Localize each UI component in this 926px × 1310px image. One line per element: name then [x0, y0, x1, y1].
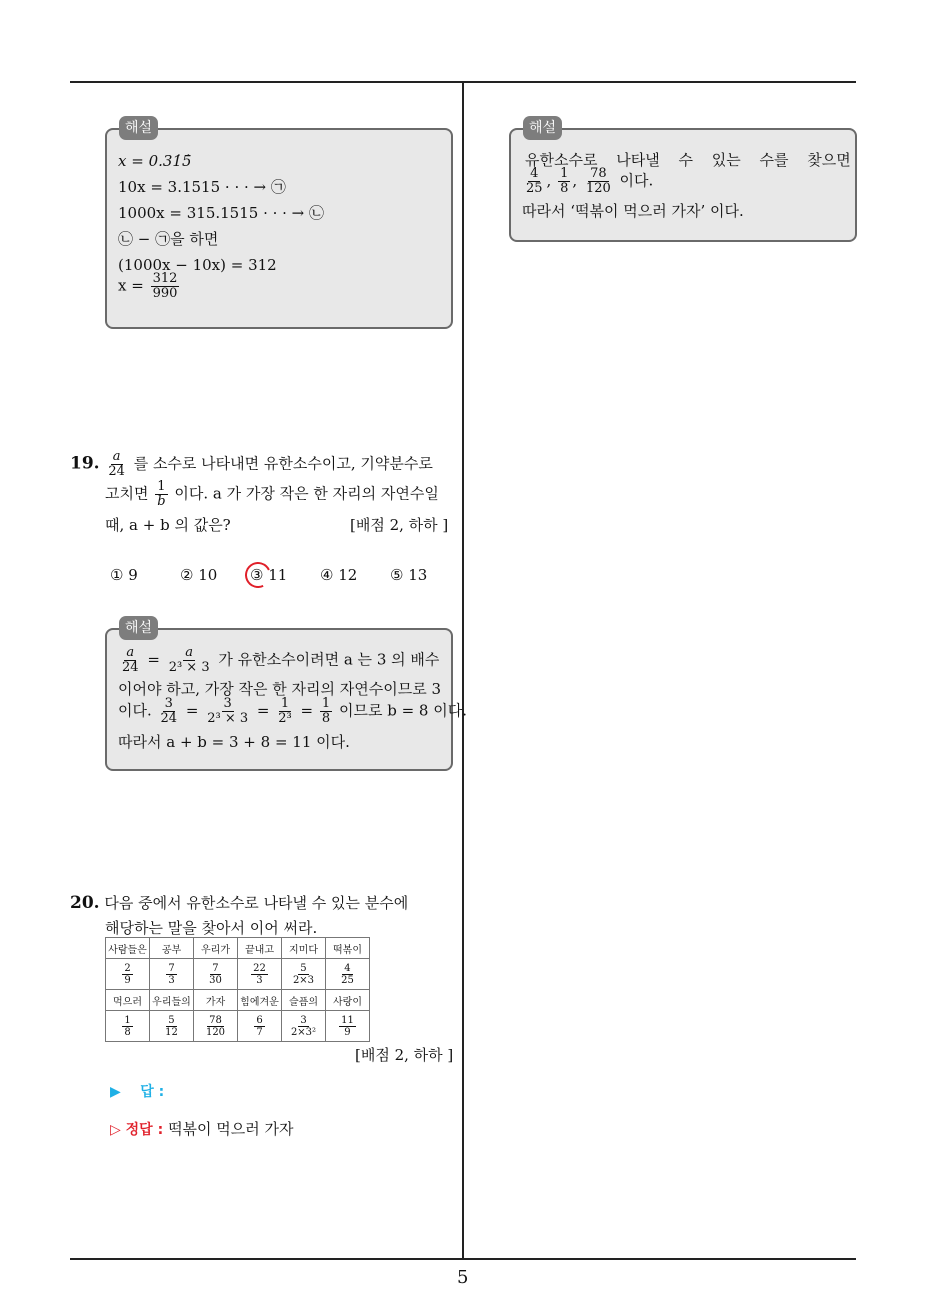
fraction: $\frac{1}{8}$ — [560, 166, 569, 196]
fraction: $\frac{3}{\text{2³ × 3}}$ — [207, 696, 249, 726]
page-number: 5 — [457, 1267, 469, 1288]
table-cell-word: 힘에겨운 — [238, 990, 282, 1011]
fraction: $\frac{a}{24}$ — [122, 645, 139, 675]
question-number: 19. — [70, 453, 100, 474]
answer-row — [110, 1081, 164, 1101]
word-fraction-table — [105, 937, 370, 1042]
solution-line: 따라서 ‘떡볶이 먹으러 가자’ 이다. — [522, 202, 744, 220]
fraction: $\frac{1}{\text{2³}}$ — [278, 696, 292, 726]
solution-fraction-line: x = $\frac{312}{990}$ — [118, 271, 178, 301]
table-cell-word: 사람들은 — [106, 938, 150, 959]
option-4[interactable]: ④ 12 — [320, 566, 358, 584]
table-cell-fraction: $\frac{11}{9}$ — [326, 1011, 370, 1042]
solution-tag: 해설 — [523, 116, 562, 140]
table-cell-word: 끝내고 — [238, 938, 282, 959]
table-cell-fraction: $\frac{5}{12}$ — [150, 1011, 194, 1042]
table-cell-fraction: $\frac{1}{8}$ — [106, 1011, 150, 1042]
option-2[interactable]: ② 10 — [180, 566, 218, 584]
table-cell-word: 공부 — [150, 938, 194, 959]
fraction: $\frac{1}{b}$ — [157, 479, 166, 509]
table-cell-word: 우리가 — [194, 938, 238, 959]
solution-line: (1000x − 10x) = 312 — [118, 256, 277, 274]
solution-tag: 해설 — [119, 616, 158, 640]
table-cell-word: 사랑이 — [326, 990, 370, 1011]
table-cell-fraction: $\frac{6}{7}$ — [238, 1011, 282, 1042]
question-19-line3: 때, a + b 의 값은? — [105, 516, 231, 534]
solution-line: 유한소수로 나타낼 수 있는 수를 찾으면 — [525, 151, 851, 169]
fraction: $\frac{78}{120}$ — [585, 166, 611, 196]
fraction: $\frac{4}{25}$ — [526, 166, 543, 196]
solution-line: 이어야 하고, 가장 작은 한 자리의 자연수이므로 3 — [118, 680, 441, 698]
solution-line: 10x = 3.1515 · · · → ㉠ — [118, 178, 286, 196]
option-5[interactable]: ⑤ 13 — [390, 566, 428, 584]
play-arrow-icon: ▶ — [110, 1084, 121, 1100]
table-cell-fraction: $\frac{78}{120}$ — [194, 1011, 238, 1042]
table-cell-word: 먹으러 — [106, 990, 150, 1011]
column-divider — [462, 83, 464, 1259]
solution-tag: 해설 — [119, 116, 158, 140]
question-19-line2: 고치면 $\frac{1}{b}$ 이다. a 가 가장 작은 한 자리의 자연수일 — [105, 479, 439, 509]
table-cell-fraction: $\frac{3}{\text{2×3²}}$ — [282, 1011, 326, 1042]
solution-line: 1000x = 315.1515 · · · → ㉡ — [118, 204, 325, 222]
answer-circle-mark — [241, 558, 274, 591]
outline-arrow-icon: ▷ — [110, 1122, 121, 1138]
solution-fraction-line: $\frac{4}{25}$ , $\frac{1}{8}$ , $\frac{78}{120}$ 이다. — [526, 166, 654, 196]
bottom-rule — [70, 1258, 856, 1260]
fraction: $\frac{a}{24}$ — [108, 449, 125, 479]
score-label: [배점 2, 하하 ] — [350, 516, 449, 534]
question-19-line1: 19. $\frac{a}{24}$ 를 소수로 나타내면 유한소수이고, 기약분수로 — [70, 449, 433, 479]
solution-line: ㉡ − ㉠을 하면 — [118, 230, 219, 248]
fraction: $\frac{3}{24}$ — [160, 696, 178, 726]
fraction: $\frac{312}{990}$ — [152, 271, 178, 301]
solution-fraction-line: $\frac{a}{24}$ = $\frac{a}{\text{2³ × 3}}$ 가 유한소수이려면 a 는 3 의 배수 — [122, 645, 440, 675]
answer-label: 답 : — [140, 1084, 165, 1100]
fraction: $\frac{1}{8}$ — [321, 696, 331, 726]
option-3[interactable]: ③ 11 — [250, 566, 288, 584]
solution-fraction-line: 이다. $\frac{3}{24}$ = $\frac{3}{\text{2³ × 3}}$ = $\frac{1}{\text{2³}}$ = $\frac{1}{8}$ 이므로 b = 8 이다. — [118, 696, 467, 726]
correct-answer-label: 정답 : — [125, 1122, 164, 1138]
correct-answer-value: 떡볶이 먹으러 가자 — [168, 1120, 294, 1138]
table-cell-fraction: $\frac{5}{2\times 3}$ — [282, 959, 326, 990]
table-cell-word: 떡볶이 — [326, 938, 370, 959]
option-1[interactable]: ① 9 — [110, 566, 138, 584]
question-number: 20. — [70, 893, 100, 913]
question-20-line2: 해당하는 말을 찾아서 이어 써라. — [105, 919, 318, 937]
table-cell-word: 가자 — [194, 990, 238, 1011]
table-cell-word: 슬픔의 — [282, 990, 326, 1011]
solution-line: x = 0.31̇5̇ — [118, 152, 192, 170]
table-cell-fraction: $\frac{4}{25}$ — [326, 959, 370, 990]
solution-line: 따라서 a + b = 3 + 8 = 11 이다. — [118, 733, 350, 751]
table-cell-word: 지미다 — [282, 938, 326, 959]
table-cell-fraction: $\frac{22}{3}$ — [238, 959, 282, 990]
table-cell-word: 우리들의 — [150, 990, 194, 1011]
correct-answer-row — [110, 1118, 294, 1139]
table-cell-fraction: $\frac{7}{30}$ — [194, 959, 238, 990]
question-20-line1: 20. 다음 중에서 유한소수로 나타낼 수 있는 분수에 — [70, 893, 409, 913]
table-cell-fraction: $\frac{2}{9}$ — [106, 959, 150, 990]
table-cell-fraction: $\frac{7}{3}$ — [150, 959, 194, 990]
score-label: [배점 2, 하하 ] — [355, 1046, 454, 1064]
fraction: $\frac{a}{\text{2³ × 3}}$ — [168, 645, 210, 675]
